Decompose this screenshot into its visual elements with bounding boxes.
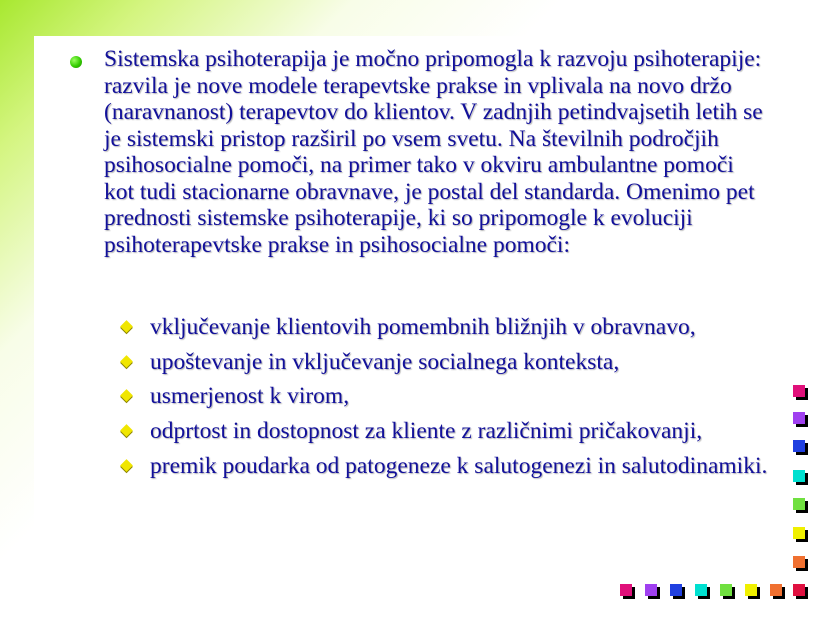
sub-bullet-text: usmerjenost k virom, <box>150 383 350 409</box>
decor-square-vertical <box>793 556 805 568</box>
decor-square-horizontal <box>695 584 707 596</box>
decor-square-horizontal <box>793 584 805 596</box>
main-paragraph: Sistemska psihoterapija je močno pripomogla k razvoju psihoterapije: razvila je nove modele terapevtske prakse in vplivala na novo držo (naravnanost) terapevtov do klientov. V zadnjih petindvajsetih letih se je sistemski pristop razširil po vsem svetu. Na številnih področjih psihosocialne pomoči, na primer tako v okviru ambulantne pomoči kot tudi stacionarne obravnave, je postal del standarda. Omenimo pet prednosti sistemske psihoterapije, ki so pripomogle k evoluciji psihoterapevtske prakse in psihosocialne pomoči: <box>104 46 763 258</box>
decor-square-vertical <box>793 527 805 539</box>
sub-bullet-text: upoštevanje in vključevanje socialnega konteksta, <box>150 349 620 375</box>
decor-square-horizontal <box>720 584 732 596</box>
sub-bullet-text: premik poudarka od patogeneze k salutogenezi in salutodinamiki. <box>150 453 768 479</box>
sub-bullet-item <box>120 349 780 376</box>
sub-bullet-item <box>120 314 780 341</box>
yellow-diamond-bullet-icon <box>120 389 133 402</box>
decor-square-vertical <box>793 498 805 510</box>
decor-square-vertical <box>793 470 805 482</box>
decor-square-horizontal <box>670 584 682 596</box>
decor-square-vertical <box>793 385 805 397</box>
sub-bullet-text: vključevanje klientovih pomembnih bližnjih v obravnavo, <box>150 314 696 340</box>
sub-bullet-item <box>120 453 780 480</box>
yellow-diamond-bullet-icon <box>120 424 133 437</box>
decor-square-vertical <box>793 440 805 452</box>
decor-square-horizontal <box>620 584 632 596</box>
sub-bullet-text: odprtost in dostopnost za kliente z različnimi pričakovanji, <box>150 418 703 444</box>
decor-square-horizontal <box>745 584 757 596</box>
green-dot-bullet-icon <box>70 56 82 68</box>
decor-square-horizontal <box>645 584 657 596</box>
yellow-diamond-bullet-icon <box>120 459 133 472</box>
sub-bullet-item <box>120 383 780 410</box>
decor-square-vertical <box>793 412 805 424</box>
sub-bullet-item <box>120 418 780 445</box>
yellow-diamond-bullet-icon <box>120 355 133 368</box>
yellow-diamond-bullet-icon <box>120 320 133 333</box>
sub-bullet-list <box>120 314 780 488</box>
decor-square-horizontal <box>770 584 782 596</box>
